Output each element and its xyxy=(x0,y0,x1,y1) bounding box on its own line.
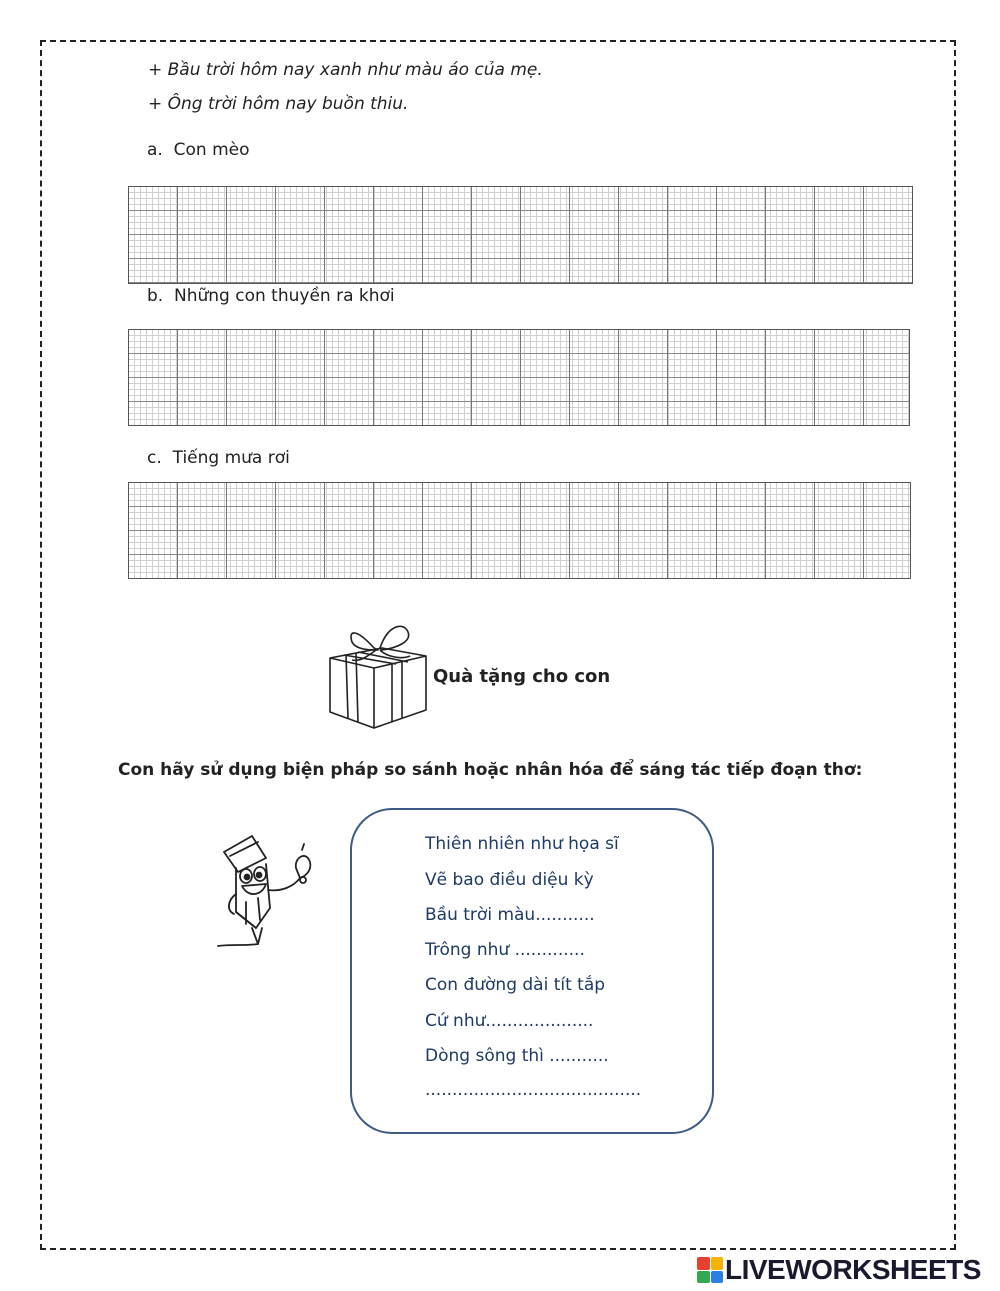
gift-title: Quà tặng cho con xyxy=(433,666,611,687)
poem-line-5: Con đường dài tít tắp xyxy=(425,975,606,995)
writing-grid-c[interactable] xyxy=(128,482,911,579)
exercise-c-heading xyxy=(147,448,290,468)
poem-line-8[interactable]: ........................................ xyxy=(425,1080,642,1100)
example-line-1: + Bầu trời hôm nay xanh như màu áo của mẹ. xyxy=(148,60,543,80)
exercise-b-heading xyxy=(147,286,395,306)
instruction-text: Con hãy sử dụng biện pháp so sánh hoặc nhân hóa để sáng tác tiếp đoạn thơ: xyxy=(118,760,863,780)
writing-grid-b[interactable] xyxy=(128,329,910,426)
exercise-a-label: Con mèo xyxy=(173,140,250,160)
poem-line-1: Thiên nhiên như họa sĩ xyxy=(425,834,619,854)
exercise-c-marker: c. xyxy=(147,448,162,468)
example-line-2: + Ông trời hôm nay buồn thiu. xyxy=(148,94,409,114)
exercise-a-marker: a. xyxy=(147,140,163,160)
poem-line-2: Vẽ bao điều diệu kỳ xyxy=(425,870,594,890)
exercise-c-label: Tiếng mưa rơi xyxy=(172,448,290,468)
exercise-b-marker: b. xyxy=(147,286,164,306)
poem-line-4[interactable]: Trông như ............. xyxy=(425,940,585,960)
poem-line-7[interactable]: Dòng sông thì ........... xyxy=(425,1046,609,1066)
liveworksheets-logo xyxy=(697,1254,981,1286)
gift-box-icon xyxy=(326,620,430,732)
brand-name: LIVEWORKSHEETS xyxy=(725,1254,981,1285)
poem-line-3[interactable]: Bầu trời màu........... xyxy=(425,905,595,925)
liveworksheets-mark-icon xyxy=(697,1257,723,1283)
exercise-b-label: Những con thuyền ra khơi xyxy=(174,286,395,306)
exercise-a-heading xyxy=(147,140,250,160)
writing-grid-a[interactable] xyxy=(128,186,913,284)
pencil-mascot-icon xyxy=(212,828,322,954)
poem-line-6[interactable]: Cứ như.................... xyxy=(425,1011,594,1031)
